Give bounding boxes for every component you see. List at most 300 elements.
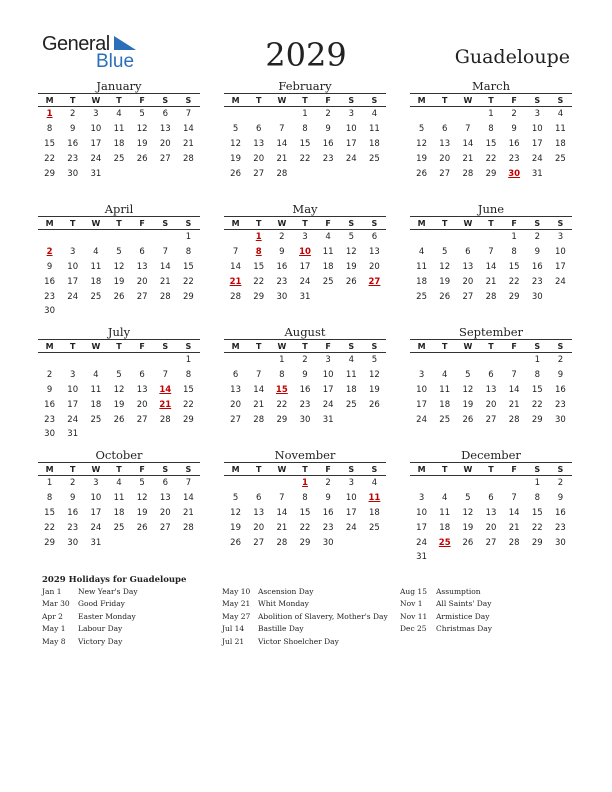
day-cell: 19 — [416, 153, 427, 164]
day-cell: 14 — [462, 138, 474, 149]
country-name: Guadeloupe — [454, 46, 570, 68]
weekday-header: W — [270, 94, 293, 107]
day-cell: 15 — [531, 507, 543, 518]
day-cell: 9 — [302, 370, 308, 381]
weekday-header: S — [549, 340, 572, 353]
day-cell: 19 — [136, 138, 148, 149]
day-cell: 20 — [159, 138, 171, 149]
day-cell: 19 — [345, 261, 357, 272]
day-cell — [224, 107, 247, 122]
day-cell: 1 — [534, 478, 540, 489]
day-cell: 27 — [253, 537, 265, 548]
day-cell — [131, 166, 154, 181]
day-cell: 21 — [276, 153, 288, 164]
day-cell: 16 — [276, 261, 288, 272]
weekday-header: M — [410, 94, 433, 107]
day-cell: 17 — [345, 507, 357, 518]
day-cell: 4 — [116, 109, 122, 120]
weekday-header: W — [270, 463, 293, 476]
day-cell: 31 — [299, 291, 311, 302]
day-cell: 23 — [531, 276, 543, 287]
day-cell — [224, 476, 247, 491]
day-cell: 5 — [371, 355, 378, 366]
weekday-header: F — [317, 340, 340, 353]
day-cell — [503, 353, 526, 368]
holiday-name: Bastille Day — [258, 624, 304, 634]
day-cell: 25 — [369, 153, 380, 164]
holiday-name: Assumption — [436, 587, 481, 596]
day-cell: 11 — [416, 261, 427, 272]
day-cell: 20 — [136, 399, 148, 410]
month-title: August — [284, 325, 326, 339]
day-cell: 24 — [299, 276, 311, 287]
weekday-header: S — [340, 217, 363, 230]
holiday-column — [222, 587, 388, 649]
day-cell: 26 — [136, 153, 148, 164]
day-cell: 2 — [302, 355, 308, 366]
day-cell — [479, 230, 502, 245]
day-cell: 15 — [508, 261, 520, 272]
day-cell: 6 — [139, 247, 145, 258]
day-cell: 1 — [185, 355, 192, 366]
day-cell: 7 — [256, 370, 262, 381]
day-cell: 6 — [488, 370, 494, 381]
day-cell: 20 — [253, 522, 265, 533]
day-cell: 30 — [44, 429, 55, 440]
weekday-header: F — [503, 340, 526, 353]
day-cell: 31 — [67, 429, 79, 440]
weekday-header: T — [479, 94, 502, 107]
day-cell: 30 — [299, 414, 311, 425]
weekday-header: M — [38, 463, 61, 476]
day-cell: 12 — [462, 507, 474, 518]
weekday-header: W — [456, 217, 479, 230]
day-cell: 29 — [44, 168, 55, 179]
day-cell — [317, 166, 340, 181]
day-cell: 3 — [70, 370, 76, 381]
day-cell: 5 — [465, 370, 471, 381]
holiday-entry — [42, 637, 138, 649]
weekday-header: M — [410, 217, 433, 230]
holiday-list-title: 2029 Holidays for Guadeloupe — [42, 575, 187, 585]
day-cell: 14 — [159, 261, 171, 272]
day-cell: 5 — [139, 478, 145, 489]
weekday-header: T — [293, 94, 316, 107]
day-cell: 18 — [90, 276, 102, 287]
day-cell: 28 — [230, 291, 241, 302]
day-cell: 17 — [90, 507, 102, 518]
holiday-date: Jul 14 — [222, 624, 245, 634]
day-cell: 12 — [416, 138, 427, 149]
weekday-header: T — [61, 217, 84, 230]
weekday-header: T — [433, 463, 456, 476]
day-cell: 29 — [276, 414, 288, 425]
holiday-date: Nov 1 — [400, 599, 423, 609]
day-cell: 10 — [345, 124, 357, 135]
weekday-header: F — [503, 217, 526, 230]
holiday-date: Nov 11 — [400, 611, 428, 621]
day-cell: 13 — [136, 261, 148, 272]
day-cell — [177, 535, 200, 550]
day-cell: 6 — [256, 493, 262, 504]
day-cell — [433, 476, 456, 491]
day-cell: 28 — [253, 414, 265, 425]
day-cell — [61, 304, 84, 319]
day-cell: 9 — [279, 247, 285, 258]
month-december — [410, 447, 572, 567]
month-title: January — [96, 79, 142, 93]
day-cell — [456, 230, 479, 245]
weekday-header: S — [154, 463, 177, 476]
month-june — [410, 201, 572, 321]
weekday-header: T — [293, 463, 316, 476]
day-cell: 7 — [162, 247, 168, 258]
day-cell: 27 — [136, 291, 148, 302]
weekday-header: T — [247, 463, 270, 476]
day-cell: 17 — [416, 522, 427, 533]
day-cell: 23 — [508, 153, 520, 164]
day-cell: 3 — [418, 493, 425, 504]
holiday-entry — [222, 612, 388, 624]
day-cell: 7 — [511, 370, 517, 381]
day-cell: 28 — [462, 168, 474, 179]
day-cell: 24 — [345, 153, 357, 164]
day-cell: 13 — [485, 384, 497, 395]
day-cell: 17 — [67, 399, 79, 410]
day-cell: 18 — [369, 138, 380, 149]
holiday-date: Dec 25 — [400, 624, 427, 634]
day-cell: 29 — [183, 291, 194, 302]
day-cell: 19 — [462, 522, 474, 533]
day-cell: 14 — [508, 384, 520, 395]
day-cell: 11 — [90, 261, 102, 272]
holiday-date: Jul 21 — [222, 636, 245, 646]
brand-text-blue: Blue — [96, 51, 135, 72]
day-cell: 5 — [465, 493, 471, 504]
day-cell — [549, 289, 572, 304]
day-cell: 12 — [369, 370, 380, 381]
day-cell: 4 — [325, 232, 331, 243]
day-cell: 28 — [183, 522, 194, 533]
day-cell: 22 — [183, 276, 194, 287]
month-august — [224, 324, 386, 444]
day-cell: 20 — [485, 522, 497, 533]
day-cell: 14 — [183, 124, 194, 135]
day-cell — [107, 353, 130, 368]
weekday-header: S — [154, 340, 177, 353]
holiday-name: Ascension Day — [258, 587, 314, 596]
day-cell — [433, 550, 456, 565]
holiday-name: Victor Shoelcher Day — [258, 636, 339, 646]
day-cell: 23 — [276, 276, 288, 287]
day-cell: 10 — [90, 124, 102, 135]
day-cell: 18 — [555, 138, 566, 149]
day-cell — [270, 107, 293, 122]
day-cell — [456, 550, 479, 565]
day-cell: 21 — [485, 276, 497, 287]
weekday-header: S — [177, 94, 200, 107]
holiday-day-cell: 10 — [299, 247, 311, 258]
weekday-header: W — [84, 94, 107, 107]
day-cell: 13 — [159, 124, 171, 135]
day-cell: 12 — [136, 493, 148, 504]
day-cell — [549, 550, 572, 565]
holiday-entry — [42, 612, 138, 624]
holiday-date: May 27 — [222, 611, 251, 621]
day-cell: 26 — [230, 168, 241, 179]
holiday-day-cell: 1 — [255, 232, 262, 243]
day-cell: 27 — [159, 153, 171, 164]
day-cell — [363, 535, 386, 550]
brand-text-general: General — [42, 33, 110, 55]
day-cell: 19 — [369, 384, 380, 395]
day-cell: 15 — [299, 138, 311, 149]
holiday-day-cell: 1 — [302, 478, 308, 489]
day-cell: 8 — [46, 124, 53, 135]
day-cell — [177, 427, 200, 442]
day-cell: 4 — [371, 478, 378, 489]
holiday-name: Armistice Day — [436, 611, 490, 621]
day-cell — [526, 550, 549, 565]
day-cell: 5 — [442, 247, 448, 258]
day-cell: 11 — [369, 124, 380, 135]
day-cell: 11 — [90, 384, 102, 395]
day-cell: 29 — [44, 537, 55, 548]
day-cell: 18 — [113, 138, 125, 149]
weekday-header: S — [340, 340, 363, 353]
day-cell: 14 — [253, 384, 265, 395]
day-cell: 8 — [302, 493, 308, 504]
day-cell: 2 — [534, 232, 540, 243]
day-cell: 10 — [345, 493, 357, 504]
day-cell: 21 — [508, 399, 520, 410]
holiday-entry — [42, 587, 138, 599]
day-cell: 12 — [439, 261, 451, 272]
day-cell: 4 — [442, 370, 448, 381]
day-cell: 24 — [90, 522, 102, 533]
day-cell: 9 — [70, 493, 76, 504]
month-title: September — [458, 325, 524, 339]
weekday-header: T — [247, 94, 270, 107]
day-cell — [293, 166, 316, 181]
day-cell — [270, 476, 293, 491]
day-cell: 3 — [302, 232, 308, 243]
day-cell: 14 — [276, 507, 288, 518]
day-cell — [177, 166, 200, 181]
day-cell: 12 — [462, 384, 474, 395]
weekday-header: S — [177, 463, 200, 476]
day-cell: 2 — [70, 109, 76, 120]
day-cell: 13 — [253, 507, 265, 518]
day-cell — [131, 304, 154, 319]
holiday-entry — [222, 587, 388, 599]
day-cell — [479, 476, 502, 491]
day-cell: 25 — [369, 522, 380, 533]
day-cell — [154, 230, 177, 245]
day-cell: 1 — [279, 355, 285, 366]
day-cell: 26 — [462, 537, 474, 548]
day-cell — [363, 166, 386, 181]
day-cell: 20 — [439, 153, 451, 164]
day-cell — [479, 550, 502, 565]
day-cell: 31 — [90, 168, 102, 179]
day-cell: 15 — [44, 138, 55, 149]
day-cell — [131, 353, 154, 368]
day-cell: 2 — [279, 232, 285, 243]
holiday-date: May 21 — [222, 599, 251, 609]
day-cell: 2 — [325, 478, 331, 489]
day-cell: 24 — [345, 522, 357, 533]
day-cell: 21 — [183, 138, 194, 149]
day-cell: 15 — [531, 384, 543, 395]
day-cell: 14 — [230, 261, 241, 272]
day-cell: 12 — [113, 261, 125, 272]
day-cell: 7 — [279, 124, 285, 135]
weekday-header: T — [107, 217, 130, 230]
day-cell: 11 — [113, 124, 125, 135]
day-cell: 20 — [485, 399, 497, 410]
holiday-entry — [400, 587, 492, 599]
day-cell — [224, 353, 247, 368]
holiday-name: Abolition of Slavery, Mother's Day — [258, 611, 388, 621]
weekday-header: F — [317, 94, 340, 107]
month-september — [410, 324, 572, 444]
day-cell: 26 — [230, 537, 241, 548]
day-cell: 4 — [93, 247, 99, 258]
day-cell — [410, 353, 433, 368]
holiday-date: May 10 — [222, 587, 251, 596]
holiday-name: Labour Day — [78, 624, 123, 634]
weekday-header: S — [549, 94, 572, 107]
holiday-entry — [400, 624, 492, 636]
day-cell: 10 — [555, 247, 566, 258]
day-cell — [107, 230, 130, 245]
day-cell: 9 — [46, 384, 53, 395]
weekday-header: S — [363, 463, 386, 476]
day-cell: 26 — [136, 522, 148, 533]
weekday-header: F — [131, 217, 154, 230]
day-cell: 13 — [485, 507, 497, 518]
weekday-header: M — [224, 94, 247, 107]
day-cell: 22 — [299, 153, 311, 164]
day-cell: 19 — [439, 276, 451, 287]
holiday-entry — [42, 624, 138, 636]
day-cell — [177, 304, 200, 319]
holiday-date: Jan 1 — [42, 587, 62, 596]
weekday-header: F — [503, 463, 526, 476]
day-cell: 24 — [67, 414, 79, 425]
day-cell: 23 — [322, 153, 334, 164]
day-cell: 12 — [345, 247, 357, 258]
day-cell: 15 — [299, 507, 311, 518]
day-cell: 25 — [113, 153, 125, 164]
month-march — [410, 78, 572, 198]
day-cell — [363, 289, 386, 304]
day-cell: 19 — [113, 276, 125, 287]
day-cell: 5 — [116, 247, 122, 258]
day-cell: 17 — [67, 276, 79, 287]
weekday-header: M — [224, 217, 247, 230]
day-cell: 10 — [322, 370, 334, 381]
day-cell — [503, 476, 526, 491]
day-cell: 20 — [369, 261, 380, 272]
day-cell: 10 — [531, 124, 543, 135]
holiday-name: New Year's Day — [78, 587, 138, 596]
weekday-header: T — [433, 340, 456, 353]
day-cell: 18 — [416, 276, 427, 287]
weekday-header: S — [340, 94, 363, 107]
weekday-header: F — [131, 94, 154, 107]
day-cell: 6 — [162, 109, 168, 120]
month-may — [224, 201, 386, 321]
day-cell: 10 — [67, 384, 79, 395]
day-cell: 26 — [345, 276, 357, 287]
day-cell: 15 — [183, 384, 194, 395]
weekday-header: T — [479, 217, 502, 230]
day-cell — [317, 289, 340, 304]
weekday-header: S — [340, 463, 363, 476]
day-cell: 11 — [439, 384, 451, 395]
day-cell: 6 — [371, 232, 378, 243]
weekday-header: S — [363, 217, 386, 230]
weekday-header: S — [154, 217, 177, 230]
day-cell: 18 — [439, 399, 451, 410]
day-cell: 31 — [322, 414, 334, 425]
day-cell: 19 — [462, 399, 474, 410]
day-cell: 6 — [488, 493, 494, 504]
month-title: November — [274, 448, 336, 462]
weekday-header: M — [224, 340, 247, 353]
day-cell: 11 — [113, 493, 125, 504]
day-cell: 15 — [183, 261, 194, 272]
day-cell: 18 — [369, 507, 380, 518]
weekday-header: S — [177, 217, 200, 230]
weekday-header: M — [410, 340, 433, 353]
day-cell: 13 — [369, 247, 380, 258]
day-cell: 30 — [44, 306, 55, 317]
day-cell: 6 — [162, 478, 168, 489]
day-cell: 23 — [299, 399, 311, 410]
day-cell: 27 — [136, 414, 148, 425]
day-cell: 7 — [511, 493, 517, 504]
weekday-header: S — [526, 463, 549, 476]
day-cell: 18 — [322, 261, 334, 272]
holiday-name: Good Friday — [78, 599, 125, 609]
day-cell: 2 — [70, 478, 76, 489]
day-cell: 30 — [322, 537, 334, 548]
holiday-day-cell: 2 — [46, 247, 53, 258]
weekday-header: T — [293, 340, 316, 353]
day-cell — [154, 166, 177, 181]
weekday-header: F — [131, 463, 154, 476]
day-cell: 1 — [511, 232, 517, 243]
day-cell: 29 — [253, 291, 265, 302]
day-cell: 16 — [555, 384, 566, 395]
weekday-header: T — [107, 94, 130, 107]
day-cell: 10 — [416, 384, 427, 395]
day-cell — [107, 427, 130, 442]
day-cell: 28 — [485, 291, 497, 302]
day-cell — [107, 535, 130, 550]
day-cell: 4 — [442, 493, 448, 504]
day-cell: 14 — [485, 261, 497, 272]
holiday-entry — [222, 624, 388, 636]
day-cell: 16 — [322, 507, 334, 518]
day-cell: 23 — [67, 153, 79, 164]
day-cell: 8 — [185, 370, 192, 381]
day-cell: 23 — [555, 399, 566, 410]
day-cell: 9 — [325, 124, 331, 135]
